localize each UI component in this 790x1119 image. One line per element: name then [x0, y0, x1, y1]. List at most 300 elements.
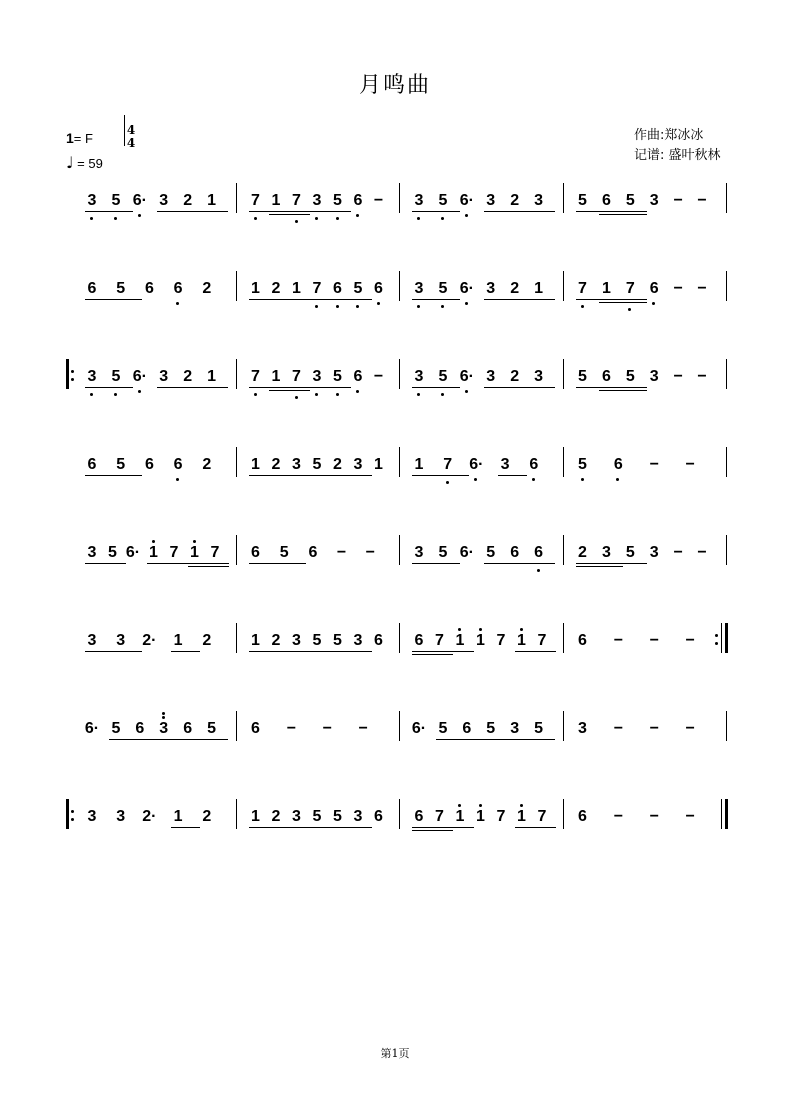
note: 5 [207, 720, 217, 737]
underline-beam [290, 651, 311, 652]
note: 5 [438, 544, 448, 561]
underline-beam [109, 739, 133, 740]
note: 1 [476, 808, 485, 825]
underline-beam [331, 387, 352, 388]
underline-beam [484, 387, 508, 388]
low-octave-dot [532, 478, 535, 481]
low-octave-dot [138, 214, 141, 217]
dash-extension: − [649, 632, 659, 649]
note: 1 [207, 368, 217, 385]
barline [236, 447, 237, 477]
dash-extension: − [697, 544, 707, 561]
barline [563, 535, 564, 565]
quarter-note-icon: ♩ [66, 153, 74, 172]
dash-extension: − [613, 808, 624, 825]
note: 3 [486, 192, 496, 209]
note: 1 [190, 544, 199, 561]
note: 6 [144, 456, 154, 473]
underline-beam [441, 475, 470, 476]
underline-beam [208, 566, 229, 567]
high-octave-dot [152, 540, 155, 543]
underline-beam [532, 739, 556, 740]
underline-beam [85, 475, 114, 476]
underline-beam [106, 563, 127, 564]
note: 1 [601, 280, 611, 297]
underline-beam [436, 299, 460, 300]
dash-extension: − [286, 720, 297, 737]
barline [399, 623, 400, 653]
note: 6 [601, 192, 611, 209]
note: 6· [411, 720, 427, 737]
underline-beam [599, 211, 623, 212]
barline [399, 359, 400, 389]
score-title: 月鸣曲 [358, 73, 431, 98]
low-octave-dot [114, 393, 117, 396]
underline-beam [412, 654, 433, 655]
barline [563, 623, 564, 653]
underline-beam [85, 651, 114, 652]
note: 3 [292, 456, 301, 473]
transcriber-credit: 记谱: 盛叶秋林 [634, 148, 721, 163]
page-number: 第1页 [380, 1047, 410, 1060]
key-signature [66, 130, 93, 147]
low-octave-dot [441, 393, 444, 396]
underline-beam [290, 827, 311, 828]
low-octave-dot [652, 302, 655, 305]
underline-beam [171, 651, 200, 652]
note: 3 [159, 368, 169, 385]
underline-beam [249, 827, 270, 828]
note: 7 [625, 280, 635, 297]
low-octave-dot [628, 308, 631, 311]
note: 5 [486, 720, 496, 737]
note: 3 [534, 368, 544, 385]
underline-beam [508, 387, 532, 388]
underline-beam [351, 827, 372, 828]
note: 7 [292, 368, 301, 385]
high-octave-dot [162, 712, 165, 715]
barline [563, 799, 564, 829]
note: 5 [333, 368, 342, 385]
underline-beam [599, 387, 623, 388]
barline [399, 711, 400, 741]
note: 2 [183, 192, 193, 209]
note: 6 [529, 456, 539, 473]
note: 7 [292, 192, 301, 209]
score-line [0, 721, 790, 781]
low-octave-dot [254, 217, 257, 220]
underline-beam [576, 566, 600, 567]
note: 5 [116, 280, 126, 297]
underline-beam [331, 827, 352, 828]
note: 6 [353, 368, 363, 385]
final-barline [725, 623, 728, 653]
underline-beam [290, 387, 311, 388]
barline [721, 623, 722, 653]
underline-beam [412, 563, 436, 564]
note: 5 [534, 720, 544, 737]
note: 5 [625, 368, 635, 385]
note: 6· [125, 544, 141, 561]
underline-beam [508, 299, 532, 300]
note: 5 [111, 368, 121, 385]
dash-extension: − [697, 192, 707, 209]
note: 5 [333, 808, 342, 825]
note: 6 [462, 720, 472, 737]
dash-extension: − [685, 808, 695, 825]
underline-beam [188, 563, 209, 564]
underline-beam [310, 387, 331, 388]
underline-beam [412, 827, 433, 828]
underline-beam [484, 563, 508, 564]
score-line [0, 633, 790, 693]
repeat-dot [715, 634, 718, 637]
note: 1 [455, 632, 465, 649]
note: 6 [414, 632, 424, 649]
note: 5 [578, 456, 587, 473]
note: 3 [486, 280, 496, 297]
note: 2 [202, 280, 212, 297]
note: 3 [601, 544, 611, 561]
barline [236, 799, 237, 829]
note: 3 [116, 632, 126, 649]
barline [399, 183, 400, 213]
note: 6 [333, 280, 342, 297]
note: 6 [601, 368, 611, 385]
note: 5 [111, 720, 121, 737]
note: 6· [459, 280, 474, 297]
underline-beam [436, 563, 460, 564]
underline-beam [277, 563, 306, 564]
underline-beam [205, 387, 229, 388]
note: 2· [142, 808, 157, 825]
dash-extension: − [685, 720, 695, 737]
note: 3 [353, 632, 363, 649]
note: 3 [312, 192, 322, 209]
underline-beam [269, 299, 290, 300]
underline-beam [157, 211, 181, 212]
note: 2 [183, 368, 193, 385]
barline [236, 711, 237, 741]
tempo-value: = 59 [77, 156, 103, 171]
note: 7 [578, 280, 587, 297]
note: 2 [510, 368, 520, 385]
barline [726, 535, 727, 565]
low-octave-dot [441, 305, 444, 308]
note: 5 [312, 808, 322, 825]
note: 2 [202, 808, 212, 825]
underline-beam [623, 299, 647, 300]
note: 1 [517, 808, 526, 825]
note: 5 [625, 192, 635, 209]
low-octave-dot [90, 393, 93, 396]
underline-beam [205, 739, 229, 740]
dash-extension: − [685, 632, 695, 649]
low-octave-dot [441, 217, 444, 220]
underline-beam [436, 387, 460, 388]
low-octave-dot [315, 393, 318, 396]
barline [399, 271, 400, 301]
underline-beam [623, 214, 647, 215]
note: 1 [251, 632, 260, 649]
tempo-marking [66, 153, 103, 172]
note: 5 [438, 720, 448, 737]
low-octave-dot [356, 390, 359, 393]
barline [236, 183, 237, 213]
composer-credit: 作曲:郑冰冰 [634, 128, 704, 143]
note: 6 [183, 720, 193, 737]
note: 2 [510, 280, 520, 297]
underline-beam [433, 654, 454, 655]
underline-beam [498, 475, 527, 476]
underline-beam [290, 475, 311, 476]
dash-extension: − [358, 720, 368, 737]
low-octave-dot [616, 478, 619, 481]
note: 1 [149, 544, 158, 561]
underline-beam [412, 475, 441, 476]
note: 6 [251, 544, 260, 561]
note: 7 [169, 544, 179, 561]
underline-beam [351, 475, 372, 476]
note: 2 [333, 456, 342, 473]
low-octave-dot [474, 478, 477, 481]
note: 5 [111, 192, 121, 209]
low-octave-dot [295, 396, 298, 399]
underline-beam [436, 739, 460, 740]
barline [399, 799, 400, 829]
underline-beam [85, 387, 109, 388]
underline-beam [133, 739, 157, 740]
underline-beam [269, 214, 290, 215]
dash-extension: − [613, 632, 624, 649]
note: 6· [132, 368, 147, 385]
underline-beam [269, 475, 290, 476]
note: 7 [435, 808, 444, 825]
note: 1 [251, 808, 260, 825]
dash-extension: − [697, 280, 707, 297]
low-octave-dot [465, 390, 468, 393]
underline-beam [269, 827, 290, 828]
underline-beam [412, 211, 436, 212]
score-line [0, 809, 790, 869]
note: 7 [312, 280, 322, 297]
note: 5 [116, 456, 126, 473]
barline [726, 359, 727, 389]
note: 7 [537, 808, 547, 825]
dash-extension: − [649, 720, 659, 737]
note: 6 [173, 456, 183, 473]
low-octave-dot [336, 217, 339, 220]
repeat-dot [71, 818, 74, 821]
note: 3 [414, 280, 424, 297]
dash-extension: − [673, 544, 683, 561]
underline-beam [623, 302, 647, 303]
note: 1 [414, 456, 424, 473]
underline-beam [157, 387, 181, 388]
high-octave-dot [458, 804, 461, 807]
low-octave-dot [114, 217, 117, 220]
note: 2 [578, 544, 587, 561]
low-octave-dot [176, 302, 179, 305]
underline-beam [249, 563, 278, 564]
note: 6 [87, 280, 97, 297]
time-signature [124, 124, 138, 150]
note: 1 [476, 632, 485, 649]
barline [236, 535, 237, 565]
barline [563, 359, 564, 389]
dash-extension: − [373, 368, 384, 385]
low-octave-dot [315, 217, 318, 220]
dash-extension: − [365, 544, 375, 561]
repeat-dot [71, 378, 74, 381]
underline-beam [623, 211, 647, 212]
low-octave-dot [465, 302, 468, 305]
underline-beam [433, 651, 454, 652]
underline-beam [599, 214, 623, 215]
low-octave-dot [581, 478, 584, 481]
low-octave-dot [295, 220, 298, 223]
note: 6 [374, 632, 383, 649]
note: 3 [649, 544, 659, 561]
note: 5 [625, 544, 635, 561]
dash-extension: − [613, 720, 624, 737]
underline-beam [433, 830, 454, 831]
note: 3 [312, 368, 322, 385]
barline [399, 535, 400, 565]
low-octave-dot [176, 478, 179, 481]
dash-extension: − [336, 544, 347, 561]
underline-beam [351, 651, 372, 652]
barline [236, 623, 237, 653]
high-octave-dot [162, 716, 165, 719]
underline-beam [599, 302, 623, 303]
dash-extension: − [322, 720, 332, 737]
note: 3 [292, 632, 301, 649]
underline-beam [269, 651, 290, 652]
underline-beam [599, 299, 623, 300]
note: 2· [142, 632, 157, 649]
low-octave-dot [581, 305, 584, 308]
note: 3 [116, 808, 126, 825]
underline-beam [157, 739, 181, 740]
note: 6· [459, 368, 474, 385]
note: 5 [438, 368, 448, 385]
underline-beam [599, 563, 623, 564]
underline-beam [515, 651, 536, 652]
underline-beam [249, 299, 270, 300]
note: 3 [87, 368, 97, 385]
underline-beam [249, 387, 270, 388]
note: 5 [578, 368, 587, 385]
note: 6 [613, 456, 623, 473]
high-octave-dot [193, 540, 196, 543]
high-octave-dot [520, 804, 523, 807]
underline-beam [599, 566, 623, 567]
note: 3 [292, 808, 301, 825]
underline-beam [331, 299, 352, 300]
note: 3 [578, 720, 587, 737]
note: 7 [210, 544, 220, 561]
note: 6 [578, 808, 587, 825]
note: 3 [414, 368, 424, 385]
underline-beam [436, 211, 460, 212]
barline [726, 447, 727, 477]
underline-beam [623, 563, 647, 564]
underline-beam [515, 827, 536, 828]
repeat-dot [71, 810, 74, 813]
barline [563, 183, 564, 213]
barline [563, 271, 564, 301]
note: 7 [251, 368, 260, 385]
note: 7 [496, 632, 506, 649]
underline-beam [85, 299, 114, 300]
underline-beam [310, 211, 331, 212]
underline-beam [109, 387, 133, 388]
note: 6 [87, 456, 97, 473]
low-octave-dot [315, 305, 318, 308]
note: 1 [455, 808, 465, 825]
note: 6 [173, 280, 183, 297]
barline [726, 271, 727, 301]
high-octave-dot [479, 804, 482, 807]
note: 3 [87, 544, 97, 561]
score-line [0, 193, 790, 253]
low-octave-dot [336, 393, 339, 396]
note: 5 [578, 192, 587, 209]
repeat-start-barline [66, 359, 69, 389]
note: 1 [251, 280, 260, 297]
note: 6 [135, 720, 145, 737]
underline-beam [623, 387, 647, 388]
note: 1 [251, 456, 260, 473]
underline-beam [331, 475, 352, 476]
underline-beam [269, 387, 290, 388]
note: 5 [333, 192, 342, 209]
underline-beam [484, 739, 508, 740]
note: 6 [144, 280, 154, 297]
barline [721, 799, 722, 829]
credits [634, 126, 721, 166]
note: 5 [312, 632, 322, 649]
high-octave-dot [479, 628, 482, 631]
meter-top: 4 [126, 123, 136, 137]
underline-beam [181, 387, 205, 388]
note: 1 [271, 368, 281, 385]
dash-extension: − [685, 456, 695, 473]
low-octave-dot [336, 305, 339, 308]
underline-beam [269, 390, 290, 391]
note: 1 [374, 456, 383, 473]
note: 3 [649, 192, 659, 209]
underline-beam [412, 651, 433, 652]
underline-beam [114, 299, 143, 300]
note: 1 [292, 280, 301, 297]
underline-beam [412, 299, 436, 300]
note: 1 [534, 280, 544, 297]
underline-beam [269, 211, 290, 212]
note: 6 [251, 720, 260, 737]
note: 1 [517, 632, 526, 649]
repeat-start-barline [66, 799, 69, 829]
underline-beam [412, 830, 433, 831]
score-line [0, 281, 790, 341]
note: 2 [271, 808, 281, 825]
underline-beam [535, 651, 556, 652]
underline-beam [331, 211, 352, 212]
note: 6· [459, 544, 474, 561]
dash-extension: − [673, 192, 683, 209]
note: 6 [353, 192, 363, 209]
